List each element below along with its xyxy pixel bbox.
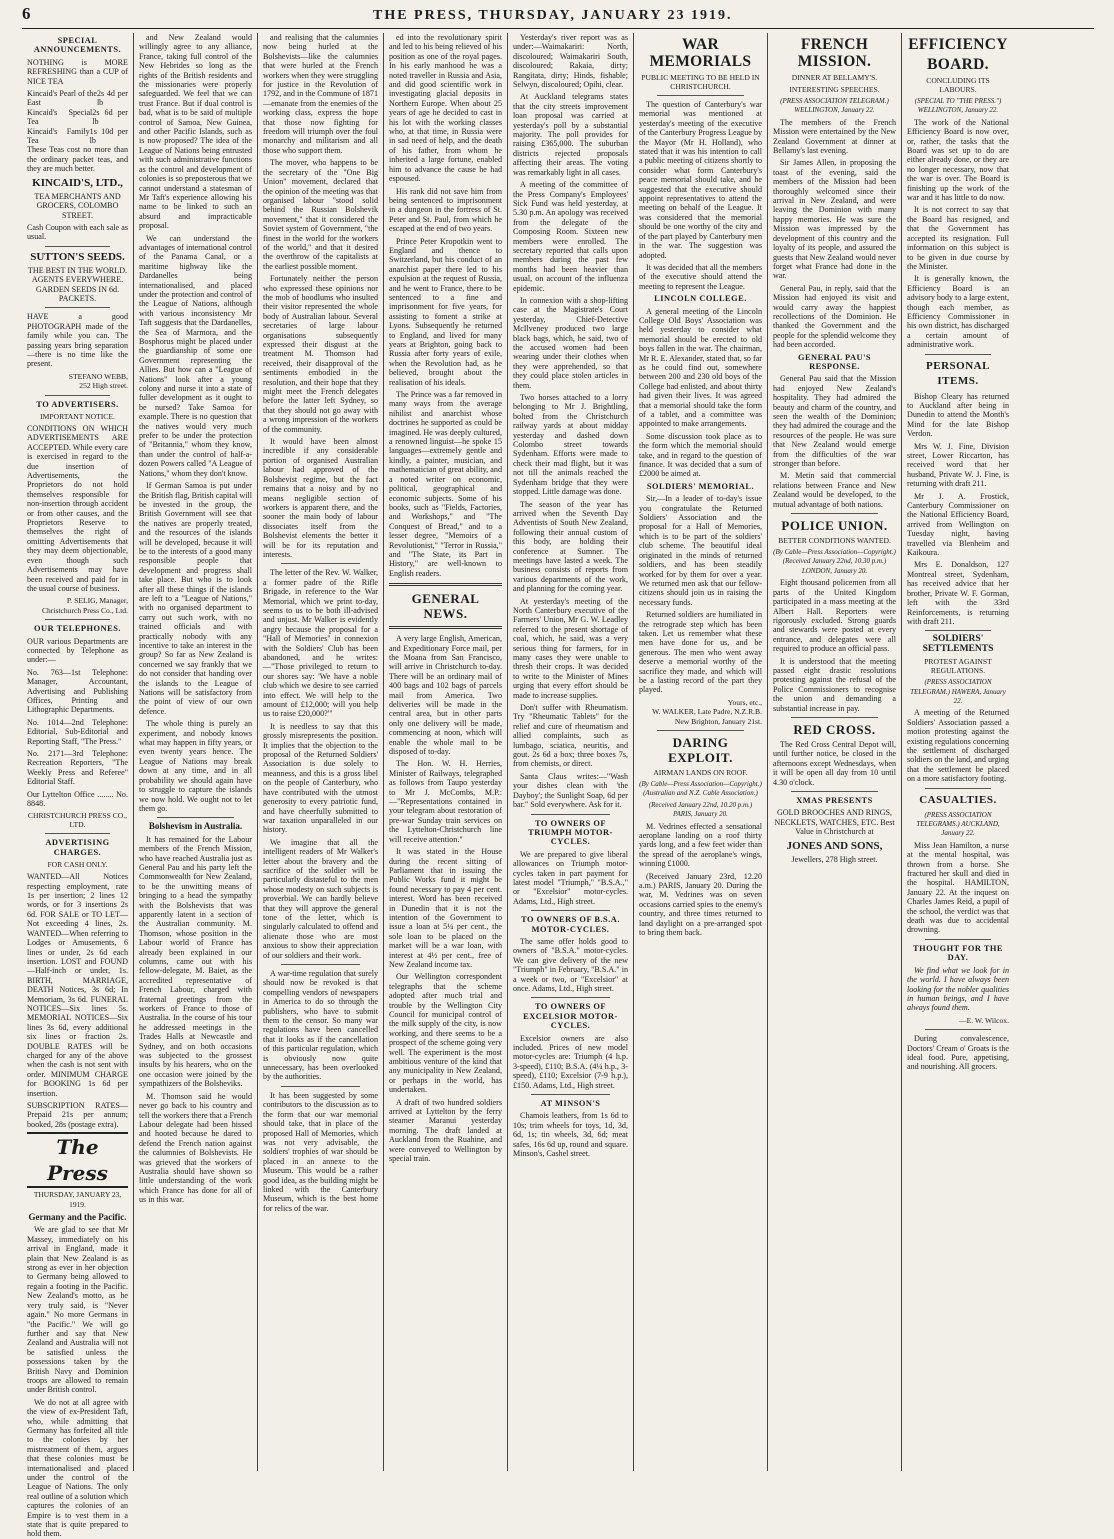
french-mission-paragraph-2: Sir James Allen, in proposing the toast of the evening, said the members of the Mission had been thoroughly welcomed since their arrival in New Zealand, and were leaving the Dominion with many happy memories. He was sure the Mission was impressed by the development of this country and the loyalty of its people, and assured the guests that New Zealand would never forget what France had done in the war. [773,158,896,281]
general-news-heading: GENERAL NEWS. [411,591,480,622]
photograph-address: 252 High street. [79,381,128,391]
efficiency-board-byline: (SPECIAL TO "THE PRESS.") WELLINGTON, January 22. [914,97,1002,115]
kincaids-address: TEA MERCHANTS AND GROCERS, COLOMBO STREET. [34,191,121,220]
kropotkin-paragraph-1: ed into the revolutionary spirit and led to his being relieved of his position as one of the royal pages. In his early manhood he was a noted traveller in Russia and Asia, and did good scientific work in investigating glacial deposits in Northern Europe. When about 25 years of age he decided to cast in his lot with the working classes who, at that time, in Russia were in sad need of help, and the death of his father, from whom he inherited a large fortune, enabled him to advance the cause he had espoused. [389,33,502,184]
column-6 [634,33,768,1471]
efficiency-board-paragraph-2: It is not correct to say that the Board has resigned, and that the Government has accepted its resignation. Full information on this subject is to be given in due course by the Minister. [907,205,1009,271]
leader-continued-3: If German Samoa is put under the British flag, British capital will be invested in the group, the British Government will see that the natives are properly treated, and the resources of the islands will be developed, because it will be to the interests of a good many responsible people that development and progress shall take place. But who is to look after all these things if the islands are left to a "League of Nations," with no organised department to carry out such work, with no trained officials and with practically nobody with any incentive to take an interest in the group? So far as New Zealand is concerned we say frankly that we do not consider that handing over the islands to the League of Nations will be satisfactory from the point of view of our own defence. [139,481,252,716]
casualties-paragraph: Miss Jean Hamilton, a nurse at the mental hospital, was thrown from a horse. She fractured her skull and died in the hospital. HAMILTON, January 22. At the inquest on Charles James Reid, a pupil of the school, the verdict was that death was due to accidental drowning. [907,840,1009,935]
masthead [22,4,1094,29]
column-4 [384,33,508,1471]
telephone-2: No. 1014—2nd Telephone: Editorial, Sub-Editorial and Reporting Staff, "The Press." [27,717,128,746]
kincaids-firm: KINCAID'S, LTD., [32,176,123,189]
daring-exploit-dateline: (Received January 22nd, 10.20 p.m.) PARIS, January 20. [648,800,753,819]
telephones-firm: CHRISTCHURCH PRESS CO., LTD. [27,811,128,830]
police-union-paragraph-2: It is understood that the meeting passed eight drastic resolutions protesting against the refusal of the Police Commissioners to recognise the union and demanding a substantial increase in pay. [773,656,896,713]
daring-exploit-paragraph-2: (Received January 23rd, 12.20 a.m.) PARIS, January 20. During the war, M. Vedrines was on seven occasions carried spies to the enemy's country, and three times returned to land daylight on a pre-arranged spot to bring them back. [639,871,762,938]
bsa-ad-heading: TO OWNERS OF B.S.A. MOTOR-CYCLES. [521,915,620,934]
french-mission-subheading-2: INTERESTING SPEECHES. [789,85,880,94]
red-cross-paragraph: The Red Cross Central Depot will, until further notice, be closed in the afternoons except Wednesdays, when it will be open all day from 10 until 4.30 o'clock. [773,739,896,787]
columns [22,33,1094,1539]
leader-heading: Germany and the Pacific. [28,1212,127,1223]
for-cash-only: FOR CASH ONLY. [47,860,108,870]
general-news-9: In connexion with a shop-lifting case at the Magistrate's Court yesterday, Chief-Detective McIlveney produced two large black bags, which, he said, two of the accused women had been wearing under their clothes when they were apprehended, so that they could place stolen articles in them. [513,295,628,390]
leader-paragraph-2: We do not at all agree with the view of ex-President Taft, who, while admitting that Germany has forfeited all title to the colonies by her mistreatment of them, argues that these colonies must be internationalised and placed under the control of the League of Nations. The only real outline of a solution which captures the colonies of an Empire is to vest them in a state that is quite prepared to hold them. [27,1397,128,1539]
sutton-seeds-heading: SUTTON'S SEEDS. [30,250,125,263]
war-memorials-paragraph-1: The question of Canterbury's war memorial was mentioned at yesterday's meeting of the executive of the Canterbury Progress League by the Mayor (Mr H. Holland), who stated that it was his intention to call a public meeting of citizens shortly to consider what form Canterbury's peace memorial should take, and he suggested that the executive should appoint representatives to attend the meeting on behalf of the League. It was considered that the memorial should be one worthy of the city and of the part played by Canterbury men in the war. The suggestion was adopted. [639,100,762,260]
cream-o-groats-ad: During convalescence, Doctors' Cream o' Groats is the ideal food. Pure, appetising, and nourishing. All grocers. [907,1034,1009,1072]
leader-continued-2: We can understand the advantages of international control of the Panama Canal, or a maritime highway like the Dardanelles being internationalised, and placed under the protection and control of the League of Nations, although with various inconsistency Mr Taft suggests that the Dardanelles, the Sea of Marmora, and the Bosphorus might be placed under the guardianship of some one Government representing the Allies. But how can a "League of Nations" look after a young colony and nurse it into a state of fuller development as it ought to be nursed? Take Samoa for example. There is no question that the natives would very much prefer to be under the protection of "Britannia," whom they know, than under the control of half-a-dozen Powers called "A League of Nations," whom they don't know. [139,233,252,478]
soldiers-memorial-paragraph-1: Sir,—In a leader of to-day's issue you congratulate the Returned Soldiers' Association and the proposal for a Hall of Memories, which is to be part of the soldiers' club scheme. The beautiful ideal originated in the minds of returned soldiers, and has been steadily worked for by them for over a year. We returned men ask that our fellow-citizens should join us in raising the necessary funds. [639,494,762,607]
xmas-presents-heading: XMAS PRESENTS [796,796,873,805]
french-mission-heading: FRENCH MISSION. [797,36,872,70]
minsons-body: Chamois leathers, from 1s 6d to 10s; trim wheels for toys, 1d, 3d, 6d, 1s; tin wheels, 3d, 6d; meat safes, 16s 6d up, round and square. Minson's, Cashel street. [513,1111,628,1159]
personal-item-4: Mrs E. Donaldson, 127 Montreal street, Sydenham, has received advice that her brother, Private W. F. Gorman, left with the 33rd Reinforcements, is returning with draft 211. [907,560,1009,626]
bolshevism-heading: Bolshevism in Australia. [148,821,243,832]
excelsior-ad-body: Excelsior owners are also included. Prices of new model motor-cycles are: Triumph (4 h.p. 3-speed), £110; B.S.A. (4¼ h.p., 3-speed), £110; Excelsior (7-9 h.p.), £150. Adams, Ltd., High street. [513,1033,628,1090]
general-pau-paragraph-1: General Pau said that the Mission had enjoyed New Zealand's hospitality. They had admired the beauty and charm of the country, and seen the wealth of the Dominion; they had admired the courage and the resources of the people. He was sure that New Zealand would emerge from the difficulties of the war stronger than before. [773,374,896,469]
excelsior-ad-heading: TO OWNERS OF EXCELSIOR MOTOR-CYCLES. [523,1002,618,1031]
soldiers-memorial-heading: SOLDIERS' MEMORIAL. [646,481,755,491]
leader-dateline: THURSDAY, JANUARY 23, 1919. [33,1190,122,1209]
triumph-ad-heading: TO OWNERS OF TRIUMPH MOTOR-CYCLES. [528,818,613,847]
french-mission-paragraph-3: General Pau, in reply, said that the Mission had enjoyed its visit and would carry away the happiest recollections of the Dominion. He thanked the Government and the people for the splendid welcome they had been accorded. [773,283,896,350]
column-5 [508,33,634,1471]
kropotkin-paragraph-3: Prince Peter Kropotkin went to England and thence to Switzerland, but his conduct of an anarchist paper there led to his expulsion at the request of Russia, and he went to France, there to be sentenced to a fine and imprisonment for five years, for assisting to foment a strike at Lyons. Subsequently he returned to England, and lived for many years at Brighton, going back to Russia after forty years of exile, when the Revolution had, as he believed, brought about the realisation of his ideals. [389,236,502,387]
soldiers-memorial-paragraph-2: Returned soldiers are humiliated in the retrograde step which has been taken. Let us remember what these men have done for us, and be generous. The men who went away deserve a memorial worthy of the sacrifice they made, and which will be a lasting record of the part they played. [639,610,762,695]
jones-and-sons-address: Jewellers, 278 High street. [791,854,878,864]
special-announcements-heading: SPECIAL ANNOUNCEMENTS. [33,36,122,55]
kropotkin-paragraph-4: The Prince was a far removed in many ways from the average nihilist and anarchist whose doctrines he supported as could be imagined. He was deeply cultured, a renowned linguist—he spoke 15 languages—extremely gentle and kindly, a painter, musician, and mathematician of great ability, and a noted writer on economic, political, geographical and economic subjects. Some of his books, such as "Fields, Factories, and Workshops," and "The Conquest of Bread," and to a lesser degree, "Memoirs of a Revolutionist," "Terror in Russia," and "The State, its Part in History," are well-known to English readers. [389,390,502,578]
lincoln-college-heading: LINCOLN COLLEGE. [654,294,747,304]
police-union-paragraph-1: Eight thousand policemen from all parts of the United Kingdom participated in a mass meeting at the Albert Hall. Reporters were rigorously excluded. Strong guards and stewards were posted at every entrance, and delegates were all required to produce an official pass. [773,578,896,654]
editorial-note-1: The letter of the Rev. W. Walker, a former padre of the Rifle Brigade, in reference to the War Memorial, which we print to-day, seems to us to be both ill-advised and unjust. Mr Walker is evidently angry because the proposal for a "Hall of Memories" in connexion with the Soldiers' Club has been abandoned, and he writes:—"Those privileged to return to our shores say: 'We have a noble club which we desire to see carried into effect. We will help to the amount of £12,000; will you help us to raise £20,000?'" [263,568,378,719]
editorial-note-4: A war-time regulation that surely should now be revoked is that compelling vendors of newspapers in America to do so through the publishers, who have to submit them to the censor. So many war regulations have been cancelled that it looks as if the cancellation of this particular regulation, which is obviously now quite unnecessary, has been overlooked by the authorities. [263,969,378,1082]
efficiency-board-paragraph-3: It is generally known, the Efficiency Board is an advisory body to a large extent, though each member, as Efficiency Commissioner in his own district, has discharged a certain amount of administrative work. [907,274,1009,350]
thought-for-the-day-heading: THOUGHT FOR THE DAY. [912,943,1004,963]
advertising-charges-body: WANTED—All Notices respecting employment, rate 1s per insertion; 2 lines 12 words, or for 3 insertions 2s 6d. FOR SALE or TO LET—Not exceeding 4 lines, 2s. WANTED—When referring to Lodges or Amusements, 6 lines or under, 2s 6d each insertion. LOST and FOUND—Half-inch or under, 1s. BIRTH, MARRIAGE, DEATH Notices, 3s 6d; In Memoriam, 3s 6d. FUNERAL NOTICES—Six lines 5s. MEMORIAL NOTICES—Six lines 3s 6d, every additional six lines or fraction 2s. DOUBLE RATES will be charged for any of the above when the cash is not sent with order. MINIMUM CHARGE for BOOKING 1s 6d per insertion. [27,872,128,1098]
daring-exploit-paragraph-1: M. Vedrines effected a sensational aeroplane landing on a roof thirty yards long, and a few feet wider than the spread of the aeroplane's wings, winning £1000. [639,821,762,869]
general-news-2: The Hon. W. H. Herries, Minister of Railways, telegraphed as follows from Taupo yesterday to Mr J. McCombs, M.P.:—"Representations contained in your telegram about restoration of pre-war Sunday train services on the Lyttelton-Christchurch line will receive attention." [389,759,502,844]
advertisers-conditions: CONDITIONS ON WHICH ADVERTISEMENTS ARE ACCEPTED. While every care is exercised in regard to the due insertion of Advertisements, the Proprietors do not hold themselves responsible for non-insertion through accident or from other causes, and the Proprietors Reserve to themselves the right of omitting Advertisements that they may deem objectionable, even though such Advertisements may have been received and paid for in the usual course of business. [27,424,128,593]
bolshevism-continued-2: The mover, who happens to be the secretary of the "One Big Union" movement, declared that the opinion of the meeting was that organised labour "stood solid behind the Russian Bolshevik movement," that it considered the Soviet system of Government, "the finest in the world for the workers of the world," and that it desired the overthrow of the capitalists at the earliest possible moment. [263,158,378,271]
jones-and-sons: JONES AND SONS, [786,839,883,852]
column-2 [134,33,258,1471]
police-union-subheading: BETTER CONDITIONS WANTED. [778,536,891,546]
general-news-5: A draft of two hundred soldiers arrived at Lyttelton by the ferry steamer Maranui yesterday morning. The draft landed at Auckland from the Ruahine, and were conveyed to Wellington by special train. [389,1097,502,1164]
sutton-seeds-body: THE BEST IN THE WORLD. AGENTS EVERYWHERE. GARDEN SEEDS IN 6d. PACKETS. [27,265,128,303]
soldiers-settlements-byline: (PRESS ASSOCIATION TELEGRAM.) HAWERA, January 22. [910,678,1006,705]
general-news-13: Don't suffer with Rheumatism. Try "Rheumatic Tablets" for the relief and cure of rheumatism and allied complaints, such as lumbago, sciatica, neuritis, and gout. 2s 6d a box; three boxes 7s, from chemists, or direct. [513,703,628,769]
column-1 [22,33,134,1539]
personal-items-heading: PERSONAL ITEMS. [926,359,990,387]
general-news-4: Our Wellington correspondent telegraphs that the scheme adopted after much trial and trouble by the Wellington City Council for municipal control of the milk supply of the city, is now working, and there seems to be a prospect of the scheme going very well. The experiment is the most ambitious venture of the kind that any municipality in New Zealand, or perhaps in the world, has undertaken. [389,972,502,1095]
lincoln-college-paragraph-2: Some discussion took place as to the form which the memorial should take, and in regard to the question of finance. It was decided that a sum of £2000 be aimed at. [639,431,762,479]
kincaids-coupon: Cash Coupon with each sale as usual. [27,222,128,242]
personal-item-1: Bishop Cleary has returned to Auckland after being in Dunedin to attend the Month's Mind for the late Bishop Verdon. [907,391,1009,439]
efficiency-board-heading-2: BOARD. [927,56,989,73]
french-mission-byline: (PRESS ASSOCIATION TELEGRAM.) WELLINGTON, January 22. [780,97,889,115]
important-notice: IMPORTANT NOTICE. [40,412,115,421]
telephone-4: Our Lyttelton Office ........ No. 8848. [27,789,128,809]
thought-for-the-day-author: —E. W. Wilcox. [959,1015,1009,1025]
telephone-1: No. 763—1st Telephone: Manager, Accountant, Advertising and Publishing Offices, Printing and Lithographic Departments. [27,667,128,715]
casualties-heading: CASUALTIES. [919,793,997,806]
general-news-3: It was stated in the House during the recent sitting of Parliament that in issuing the Public Works fund it might be found necessary to pay 4 per cent. interest. Word has been received in Dunedin that it is not the intention of the Government to issue a loan at 5¼ per cent., the sole loan to be placed on the market will be a war loan, with interest at 4½ per cent., free of New Zealand income tax. [389,847,502,969]
efficiency-board-heading-1: EFFICIENCY [908,36,1008,53]
column-8 [902,33,1014,1471]
photograph-firm: STEFANO WEBB, [68,371,128,381]
general-news-1: A very large English, American, and Expeditionary Force mail, per the Moana from San Francisco, will arrive in Christchurch to-day. There will be an ordinary mail of 400 bags and 102 bags of parcels mail from America. Two deliveries will be made in the central area, but in other parts only one delivery will be made, commencing at noon, which will enable the whole mail to be disposed of to-day. [389,634,502,757]
bolshevism-continued-4: It would have been almost incredible if any considerable portion of organised Australian labour had approved of the Bolshevist regime, but the fact remains that a noisy and by no means negligible section of workers is apparent there, and the sooner the main body of labour dissociates itself from the Bolshevist elements the better it will be for its reputation and interests. [263,437,378,559]
bolshevism-paragraph-2: M. Thomson said he would never go back to his country and tell the workers there that a French Labour delegate had been hissed and hooted because he dared to defend the French nation against the calumnies of Bolshevists. He was grieved that the workers of Australia should have shown so little understanding of the work which France has done for all of us in this war. [139,1091,252,1205]
advertisers-signature: P. SELIG, Manager, Christchurch Press Co., Ltd. [41,596,128,615]
war-memorials-paragraph-2: It was decided that all the members of the executive should attend the meeting to represent the League. [639,262,762,291]
leader-continued-4: The whole thing is purely an experiment, and nobody knows what may happen in fifty years, or even twenty years hence. The League of Nations may break down at any time, and in all probability we should again have to struggle to capture the islands we now hold. We ought not to let them go. [139,719,252,813]
telephones-heading: OUR TELEPHONES. [34,624,121,634]
bsa-ad-body: The same offer holds good to owners of "B.S.A." motor-cycles. We can give delivery of the new "Triumph" in February, "B.S.A." in a week or two, or "Excelsior" at once. Adams, Ltd., High street. [513,936,628,993]
war-memorials-subheading: PUBLIC MEETING TO BE HELD IN CHRISTCHURCH. [641,73,760,91]
general-news-12: At yesterday's meeting of the North Canterbury executive of the Farmers' Union, Mr G. W. Leadley referred to the present shortage of coal, which, he said, was a very serious thing for farmers, for in many cases they were unable to thresh their crops. It was decided to write to the Minister of Mines urging that every effort should be made to increase supplies. [513,596,628,700]
bolshevism-paragraph-1: It has remained for the Labour members of the French Mission, who have reached Australia just as General Pau and his party left the Commonwealth for New Zealand, to be the unwitting means of bringing to a head the sympathy with the Bolshevists that was apparently latent in a section of the Australian community. M. Thomson, whose position in the Labour world of France has already been explained in our columns, came out with his fellow-delegate, M. Baiet, as the accredited representative of French Labour, charged with fraternal greetings from the workers of France to those of Australia. In the course of his tour he addressed meetings in the Trades Halls at Newcastle and Sydney, and on both occasions was subjected to the grossest insults by his hearers, who on the one occasion were joined by the sympathizers of the Bolsheviks. [139,834,252,1089]
leader-paragraph-1: We are glad to see that Mr Massey, immediately on his arrival in England, made it plain that New Zealand is as strong as ever in her objection to Germany being allowed to regain a footing in the Pacific. New Zealand's motto, as he very truly said, is "Never again." No more Germans in "the Pacific." We will go further and say that New Zealand and Australia will not be satisfied unless the possessions taken by the British Navy and Dominion troops are allowed to remain under British control. [27,1225,128,1395]
general-pau-paragraph-2: M. Metin said that commercial relations between France and New Zealand would be developed, to the mutual advantage of both nations. [773,471,896,509]
daring-exploit-byline: (By Cable—Press Association—Copyright.) (Australian and N.Z. Cable Association.) [639,780,762,798]
general-news-11: The season of the year has arrived when the Seventh Day Adventists of South New Zealand, following their annual custom of this body, are holding their conference at Sumner. The meetings have lasted a week. The business consists of reports from various departments of the work, and planning for the coming year. [513,499,628,594]
efficiency-board-subheading: CONCLUDING ITS LABOURS. [926,76,990,94]
page-number: 6 [22,4,32,23]
daring-exploit-heading: DARING EXPLOIT. [668,735,733,765]
advertising-charges-heading: ADVERTISING CHARGES. [45,838,110,857]
to-advertisers-heading: TO ADVERTISERS. [36,399,119,409]
masthead-title: THE PRESS, THURSDAY, JANUARY 23 1919. [372,8,733,23]
editorial-note-2: It is needless to say that this grossly misrepresents the position. It implies that the objection to the proposal of the Returned Soldiers' Association is due solely to meanness, and this is a gross libel on the people of Canterbury, who have contributed with the utmost generosity to every patriotic fund, and have cheerfully submitted to war taxation unparalleled in our history. [263,721,378,835]
police-union-heading: POLICE UNION. [781,518,888,534]
tea-note: These Teas cost no more than the ordinary packet teas, and they are much better. [27,145,128,174]
bolshevism-continued-3: Fortunately neither the person who expressed these opinions nor the mob of hoodlums who insulted their visitor represented the whole body of Australian labour. Several secretaries of large labour organisations subsequently expressed their disgust at the treatment M. Thomson had received, their disapproval of the sentiments embodied in the resolution, and their hope that they might meet the French delegates before the latter left Sydney, so that they should not go away with a wrong impression of the workers of the community. [263,274,378,434]
general-news-14: Santa Claus writes:—"Wash your dishes clean with 'the Dayboy'; the Sunlight Soap, 6d per bar." Sold everywhere. Ask for it. [513,771,628,810]
french-mission-paragraph-1: The members of the French Mission were entertained by the New Zealand Government at dinner at Bellamy's last evening. [773,117,896,156]
casualties-byline: (PRESS ASSOCIATION TELEGRAMS.) AUCKLAND, January 22. [916,810,1000,838]
lincoln-college-paragraph-1: A general meeting of the Lincoln College Old Boys' Association was held yesterday to consider what memorial should be erected to old boys fallen in the war. The chairman, Mr R. E. Alexander, stated that, so far as he could find out, somewhere between 200 and 230 old boys of the College had enlisted, and about thirty had given their lives. It was agreed that a memorial should take the form of a tablet, and a committee was appointed to make arrangements. [639,306,762,429]
soldiers-settlements-heading: SOLDIERS' SETTLEMENTS [922,634,994,654]
red-cross-heading: RED CROSS. [793,721,876,737]
french-mission-subheading: DINNER AT BELLAMY'S. [791,73,878,82]
tea-intro: NOTHING is MORE REFRESHING than a CUP of NICE TEA [27,57,128,86]
soldiers-settlements-subheading: PROTEST AGAINST REGULATIONS. [924,657,992,676]
tea-line-2: Kincaid's Special Tea 2s 6d per lb [27,107,128,127]
general-news-6: Yesterday's river report was as under:—Waimakariri: North, discoloured; Waimakariri South, discoloured; Rakaia, dirty; Rangitata, dirty; Hinds, fishable; Selwyn, discoloured; Opihi, clear. [513,33,628,90]
the-press-logo: The Press [27,1132,128,1188]
police-union-byline: (By Cable—Press Association—Copyright.) (Received January 22nd, 10.30 p.m.) LONDON, January 20. [773,548,896,575]
xmas-presents-body: GOLD BROOCHES AND RINGS, NECKLETS, WATCHES, ETC. Best Value in Christchurch at [774,808,895,837]
triumph-ad-body: We are prepared to give liberal allowances on Triumph motor-cycles taken in part payment for latest model "Triumph," "B.S.A.," or "Excelsior" motor-cycles. Adams, Ltd., High street. [513,849,628,906]
editorial-note-3: We imagine that all the intelligent readers of Mr Walker's letter about the bravery and the sacrifice of the soldier will be particularly distasteful to the men whose modesty on such subjects is proverbial. We can hardly believe that they will approve the general tone of the letter, which is singularly calculated to offend and alienate those who are most anxious to show their appreciation of our soldiers and their work. [263,837,378,960]
editorial-note-5: It has been suggested by some contributors to the discussion as to the form that our war memorial should take, that in place of the proposed Hall of Memories, which was not very advisable, the soldiers' trophies of war should be placed in an annexe to the Museum. This would be a rather good idea, as the building might be linked with the Canterbury Museum, which is the best home for relics of the war. [263,1090,378,1213]
telephone-3: No. 2171—3rd Telephone: Recreation Reporters, "The Weekly Press and Referee" Editorial Staff. [27,749,128,787]
tea-line-3: Kincaid's Family Tea 1s 10d per lb [27,126,128,146]
minsons-heading: AT MINSON'S [540,1099,601,1109]
daring-exploit-subheading: AIRMAN LANDS ON ROOF. [653,768,748,777]
letter-signature: W. WALKER, Late Padre, N.Z.R.B. New Brighton, January 21st. [652,707,762,726]
telephones-intro: OUR various Departments are connected by Telephone as under:— [27,636,128,665]
column-7 [768,33,902,1471]
personal-item-2: Mrs W. J. Fine, Division street, Lower Riccarton, has received word that her husband, Private W. J. Fine, is returning with draft 211. [907,441,1009,489]
efficiency-board-paragraph-1: The work of the National Efficiency Board is now over, or, rather, the tasks that the Board was set up to do are either already done, or they are no longer necessary, now that the war is over. The Board is finishing up the work of the war and it has little to do now. [907,117,1009,203]
general-news-10: Two horses attached to a lorry belonging to Mr J. Brightling, bolted from the Christchurch railway yards at about midday yesterday and dashed down Colombo street towards Sydenham. Efforts were made to check their mad flight, but it was not till the animals reached the Sydenham bridge that they were stopped. Little damage was done. [513,393,628,497]
general-news-8: A meeting of the committee of the Press Company's Employees' Sick Fund was held yesterday, at 5.30 p.m. An apology was received from the delegate of the Composing Room. Sixteen new members were enrolled. The secretary reported that calls upon members during the past few months had been heavier than usual, on account of the influenza epidemic. [513,180,628,293]
general-pau-heading: GENERAL PAU'S RESPONSE. [797,352,872,371]
tea-line-1: Kincaid's Pearl of the East 2s 4d per lb [27,89,128,108]
leader-continued-1: and New Zealand would willingly agree to any alliance, France, taking full control of the New Hebrides so long as the rights of the British residents and the missionaries were properly safeguarded. We feel that we can trust France. But if dual control is bad, what is to be said of multiple control of Samoa, New Guinea, and other Pacific Islands, such as is now proposed? The idea of the League of Nations being entrusted with such administrative functions as the control and development of colonies is so preposterous that we cannot understand a statesman of Mr Taft's experience allowing his name to be linked to such an absurd and impracticable proposal. [139,33,252,231]
personal-item-3: Mr J. A. Frostick, Canterbury Commissioner on the National Efficiency Board, arrived from Wellington on Tuesday night, having travelled via Blenheim and Kaikoura. [907,491,1009,558]
soldiers-settlements-paragraph: A meeting of the Returned Soldiers' Association passed a motion protesting against the existing regulations concerning the settlement of discharged soldiers on the land, and urging that the settlement be placed on a more satisfactory footing. [907,708,1009,784]
bolshevism-continued-1: and realising that the calumnies now being hurled at the Bolshevists—like the calumnies that were hurled at the French workers when they were struggling for justice in the Revolution of 1792, and in the Commune of 1871—emanate from the enemies of the working class, express the hope that those now fighting for freedom will triumph over the foul monarchy and militarism and all those who support them. [263,33,378,155]
thought-for-the-day-body: We find what we look for in the world. I have always been looking for the nobler qualities in human beings, and I have always found them. [907,965,1009,1013]
photograph-ad: HAVE a good PHOTOGRAPH made of the family while you can. The passing years bring separation—there is no time like the present. [27,312,128,369]
war-memorials-heading: WAR MEMORIALS [649,36,752,70]
general-news-7: At Auckland telegrams states that the city streets improvement loan proposal was carried at yesterday's poll by a substantial majority. The poll provides for raising £365,000. The suburban districts rejected proposals affecting their areas. The voting was remarkably light in all cases. [513,92,628,177]
letter-signoff: Yours, etc., [727,697,762,707]
subscription-rates: SUBSCRIPTION RATES—Prepaid 21s per annum; booked, 28s (postage extra). [27,1101,128,1129]
kropotkin-paragraph-2: His rank did not save him from being sentenced to imprisonment in a dungeon in the fortress of St. Peter and St. Paul, from which he escaped at the end of two years. [389,186,502,234]
column-3 [258,33,384,1471]
